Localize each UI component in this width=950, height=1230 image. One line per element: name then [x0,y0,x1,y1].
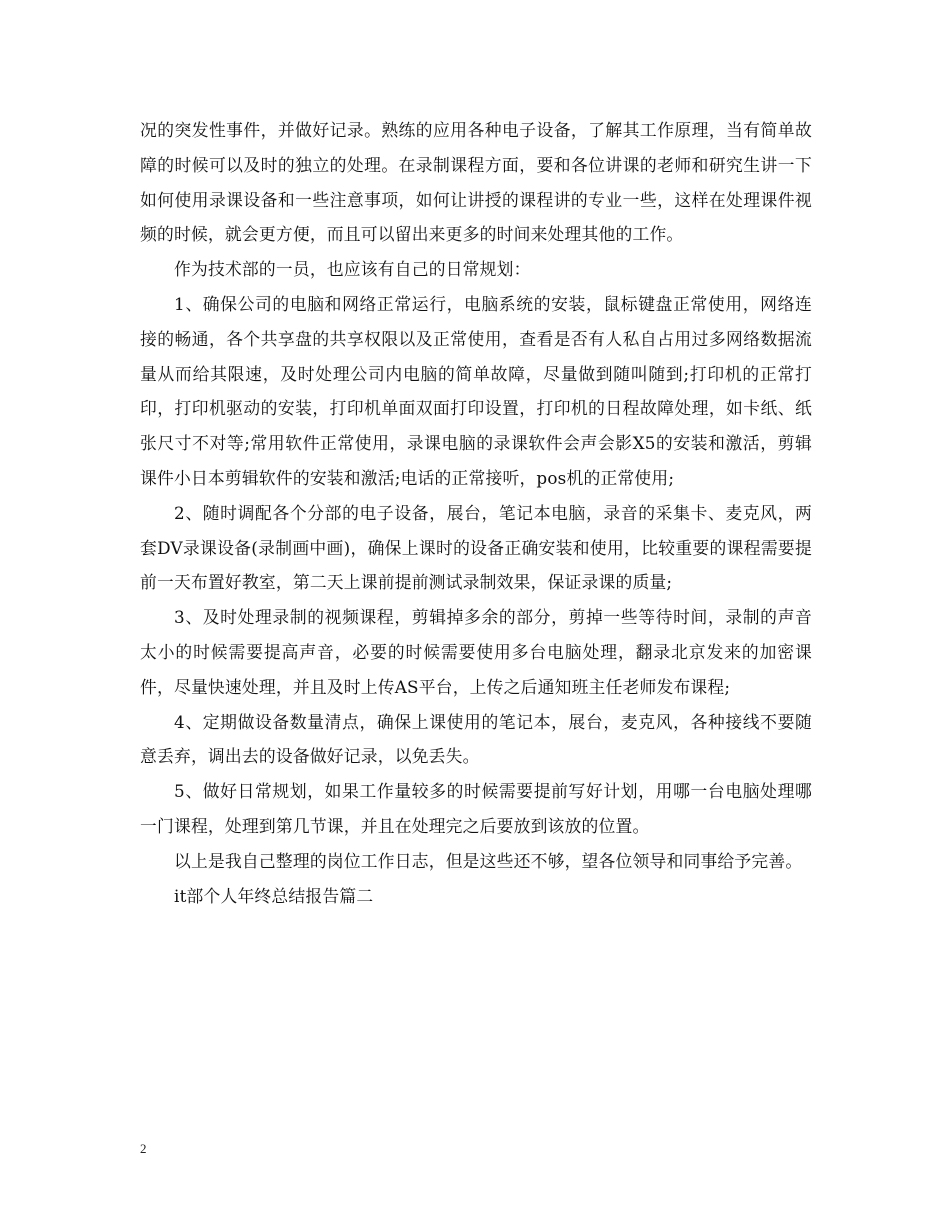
paragraph-item-3: 3、及时处理录制的视频课程，剪辑掉多余的部分，剪掉一些等待时间，录制的声音太小的时候需要提高声音，必要的时候需要使用多台电脑处理，翻录北京发来的加密课件，尽量快速处理，并且及时上传AS平台，上传之后通知班主任老师发布课程; [140,607,812,697]
paragraph-item-5: 5、做好日常规划，如果工作量较多的时候需要提前写好计划，用哪一台电脑处理哪一门课程，处理到第几节课，并且在处理完之后要放到该放的位置。 [140,781,812,836]
paragraph-item-1: 1、确保公司的电脑和网络正常运行，电脑系统的安装，鼠标键盘正常使用，网络连接的畅通，各个共享盘的共享权限以及正常使用，查看是否有人私自占用过多网络数据流量从而给其限速，及时处理公司内电脑的简单故障，尽量做到随叫随到;打印机的正常打印，打印机驱动的安装，打印机单面双面打印设置，打印机的日程故障处理，如卡纸、纸张尺寸不对等;常用软件正常使用，录课电脑的录课软件会声会影X5的安装和激活，剪辑课件小日本剪辑软件的安装和激活;电话的正常接听，pos机的正常使用; [140,293,812,488]
page-number: 2 [140,1141,147,1156]
paragraph-continuation: 况的突发性事件，并做好记录。熟练的应用各种电子设备，了解其工作原理，当有简单故障的时候可以及时的独立的处理。在录制课程方面，要和各位讲课的老师和研究生讲一下如何使用录课设备和一些注意事项，如何让讲授的课程讲的专业一些，这样在处理课件视频的时候，就会更方便，而且可以留出来更多的时间来处理其他的工作。 [140,120,812,245]
paragraph-item-4: 4、定期做设备数量清点，确保上课使用的笔记本，展台，麦克风，各种接线不要随意丢弃，调出去的设备做好记录，以免丢失。 [140,711,812,767]
document-body [140,113,812,913]
paragraph-item-2: 2、随时调配各个分部的电子设备，展台，笔记本电脑，录音的采集卡、麦克风，两套DV录课设备(录制画中画)，确保上课时的设备正确安装和使用，比较重要的课程需要提前一天布置好教室，第二天上课前提前测试录制效果，保证录课的质量; [140,502,812,593]
paragraph-planning-intro: 作为技术部的一员，也应该有自己的日常规划： [174,259,531,280]
paragraph-closing: 以上是我自己整理的岗位工作日志，但是这些还不够，望各位领导和同事给予完善。 [174,850,803,871]
section-heading: it部个人年终总结报告篇二 [174,885,374,906]
